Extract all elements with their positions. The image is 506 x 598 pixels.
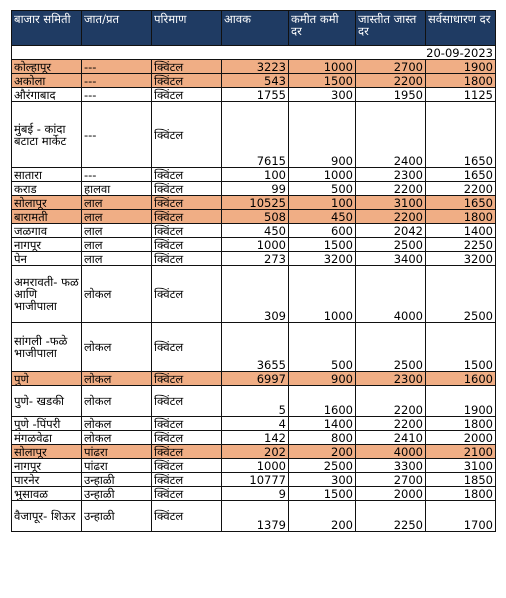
header-variety: जात/प्रत [82,11,152,46]
unit: क्विंटल [152,102,222,168]
min-rate: 300 [289,88,356,102]
variety: --- [82,88,152,102]
arrival: 1379 [222,501,289,532]
variety: --- [82,168,152,182]
unit: क्विंटल [152,431,222,445]
avg-rate: 1800 [426,487,496,501]
header-arrival: आवक [222,11,289,46]
date-row [12,46,496,60]
arrival: 273 [222,252,289,266]
unit: क्विंटल [152,238,222,252]
table-row [12,88,496,102]
min-rate: 900 [289,102,356,168]
min-rate: 500 [289,323,356,372]
market-name: सांगली -फळे भाजीपाला [12,323,82,372]
min-rate: 1500 [289,74,356,88]
variety: लाल [82,196,152,210]
avg-rate: 1900 [426,386,496,417]
market-name: सोलापूर [12,196,82,210]
max-rate: 2300 [356,168,426,182]
variety: लाल [82,238,152,252]
min-rate: 2500 [289,459,356,473]
market-name: अकोला [12,74,82,88]
variety: लोकल [82,372,152,386]
market-name: पेन [12,252,82,266]
table-row [12,372,496,386]
arrival: 99 [222,182,289,196]
arrival: 6997 [222,372,289,386]
market-name: अमरावती- फळ आणि भाजीपाला [12,266,82,323]
max-rate: 2200 [356,182,426,196]
min-rate: 3200 [289,252,356,266]
table-row [12,323,496,372]
max-rate: 2200 [356,386,426,417]
min-rate: 1000 [289,60,356,74]
market-name: सोलापूर [12,445,82,459]
variety: लाल [82,210,152,224]
variety: उन्हाळी [82,501,152,532]
max-rate: 2500 [356,238,426,252]
arrival: 10777 [222,473,289,487]
min-rate: 200 [289,501,356,532]
arrival: 450 [222,224,289,238]
variety: उन्हाळी [82,487,152,501]
min-rate: 900 [289,372,356,386]
market-name: नागपूर [12,459,82,473]
max-rate: 2250 [356,501,426,532]
unit: क्विंटल [152,445,222,459]
min-rate: 1500 [289,487,356,501]
avg-rate: 1800 [426,210,496,224]
avg-rate: 1125 [426,88,496,102]
max-rate: 4000 [356,266,426,323]
unit: क्विंटल [152,386,222,417]
unit: क्विंटल [152,168,222,182]
table-row [12,417,496,431]
market-name: बारामती [12,210,82,224]
unit: क्विंटल [152,182,222,196]
market-name: सातारा [12,168,82,182]
table-row [12,60,496,74]
avg-rate: 1500 [426,323,496,372]
market-rate-table-container [11,10,495,532]
max-rate: 4000 [356,445,426,459]
market-name: नागपूर [12,238,82,252]
unit: क्विंटल [152,224,222,238]
avg-rate: 1700 [426,501,496,532]
market-name: मुंबई - कांदा बटाटा मार्केट [12,102,82,168]
max-rate: 2700 [356,60,426,74]
market-name: कोल्हापूर [12,60,82,74]
header-unit: परिमाण [152,11,222,46]
unit: क्विंटल [152,252,222,266]
avg-rate: 1650 [426,102,496,168]
variety: लोकल [82,386,152,417]
min-rate: 100 [289,196,356,210]
variety: --- [82,60,152,74]
table-row [12,487,496,501]
avg-rate: 1850 [426,473,496,487]
unit: क्विंटल [152,196,222,210]
variety: लाल [82,252,152,266]
arrival: 142 [222,431,289,445]
max-rate: 2200 [356,417,426,431]
arrival: 3223 [222,60,289,74]
market-name: पुणे [12,372,82,386]
table-row [12,501,496,532]
arrival: 508 [222,210,289,224]
table-row [12,459,496,473]
header-row [12,11,496,46]
arrival: 5 [222,386,289,417]
header-max-rate: जास्तीत जास्त दर [356,11,426,46]
max-rate: 3400 [356,252,426,266]
min-rate: 1500 [289,238,356,252]
avg-rate: 1900 [426,60,496,74]
arrival: 9 [222,487,289,501]
market-name: पुणे- खडकी [12,386,82,417]
avg-rate: 2000 [426,431,496,445]
max-rate: 1950 [356,88,426,102]
avg-rate: 2200 [426,182,496,196]
unit: क्विंटल [152,417,222,431]
max-rate: 2300 [356,372,426,386]
market-name: पारनेर [12,473,82,487]
avg-rate: 1800 [426,74,496,88]
arrival: 4 [222,417,289,431]
min-rate: 600 [289,224,356,238]
market-name: पुणे -पिंपरी [12,417,82,431]
arrival: 543 [222,74,289,88]
table-row [12,102,496,168]
header-min-rate: कमीत कमी दर [289,11,356,46]
max-rate: 2700 [356,473,426,487]
unit: क्विंटल [152,60,222,74]
max-rate: 3100 [356,196,426,210]
variety: --- [82,102,152,168]
arrival: 309 [222,266,289,323]
unit: क्विंटल [152,473,222,487]
market-name: वैजापूर- शिऊर [12,501,82,532]
unit: क्विंटल [152,501,222,532]
max-rate: 3300 [356,459,426,473]
market-rate-table [11,10,496,532]
min-rate: 800 [289,431,356,445]
arrival: 202 [222,445,289,459]
avg-rate: 1650 [426,196,496,210]
table-row [12,74,496,88]
variety: लाल [82,224,152,238]
table-row [12,238,496,252]
variety: लोकल [82,417,152,431]
unit: क्विंटल [152,210,222,224]
table-row [12,386,496,417]
arrival: 1755 [222,88,289,102]
min-rate: 500 [289,182,356,196]
max-rate: 2200 [356,74,426,88]
unit: क्विंटल [152,372,222,386]
max-rate: 2500 [356,323,426,372]
avg-rate: 3100 [426,459,496,473]
min-rate: 300 [289,473,356,487]
report-date: 20-09-2023 [12,46,496,60]
table-row [12,196,496,210]
market-name: जळगाव [12,224,82,238]
table-row [12,168,496,182]
table-row [12,210,496,224]
min-rate: 1400 [289,417,356,431]
variety: लोकल [82,266,152,323]
variety: हालवा [82,182,152,196]
market-name: भुसावळ [12,487,82,501]
min-rate: 1000 [289,168,356,182]
avg-rate: 1800 [426,417,496,431]
table-row [12,182,496,196]
unit: क्विंटल [152,459,222,473]
table-row [12,445,496,459]
unit: क्विंटल [152,74,222,88]
arrival: 100 [222,168,289,182]
header-avg-rate: सर्वसाधारण दर [426,11,496,46]
avg-rate: 1600 [426,372,496,386]
market-name: मंगळवेढा [12,431,82,445]
arrival: 1000 [222,238,289,252]
max-rate: 2400 [356,102,426,168]
max-rate: 2042 [356,224,426,238]
min-rate: 1600 [289,386,356,417]
unit: क्विंटल [152,266,222,323]
market-name: कराड [12,182,82,196]
avg-rate: 2250 [426,238,496,252]
table-row [12,224,496,238]
arrival: 3655 [222,323,289,372]
arrival: 1000 [222,459,289,473]
variety: लोकल [82,323,152,372]
avg-rate: 3200 [426,252,496,266]
variety: पांढरा [82,459,152,473]
header-market: बाजार समिती [12,11,82,46]
table-row [12,431,496,445]
arrival: 7615 [222,102,289,168]
min-rate: 1000 [289,266,356,323]
unit: क्विंटल [152,323,222,372]
table-row [12,266,496,323]
avg-rate: 2100 [426,445,496,459]
variety: लोकल [82,431,152,445]
max-rate: 2410 [356,431,426,445]
max-rate: 2000 [356,487,426,501]
unit: क्विंटल [152,487,222,501]
arrival: 10525 [222,196,289,210]
unit: क्विंटल [152,88,222,102]
min-rate: 200 [289,445,356,459]
variety: --- [82,74,152,88]
variety: पांढरा [82,445,152,459]
table-row [12,252,496,266]
max-rate: 2200 [356,210,426,224]
variety: उन्हाळी [82,473,152,487]
market-name: औरंगाबाद [12,88,82,102]
avg-rate: 1650 [426,168,496,182]
avg-rate: 1400 [426,224,496,238]
avg-rate: 2500 [426,266,496,323]
min-rate: 450 [289,210,356,224]
table-row [12,473,496,487]
